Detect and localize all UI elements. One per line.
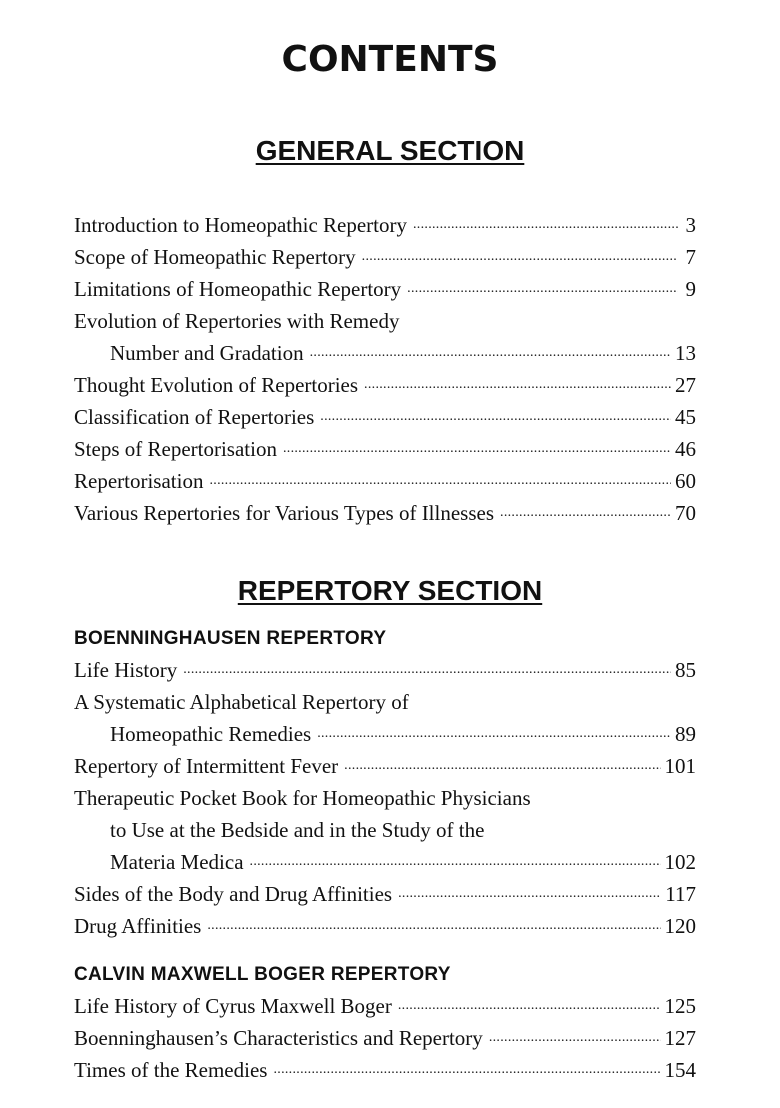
entry-title: Introduction to Homeopathic Repertory (74, 213, 407, 237)
dot-leader (283, 435, 671, 456)
entry-title-continued: to Use at the Bedside and in the Study of the (110, 818, 485, 842)
page-number: 46 (675, 437, 696, 461)
dot-leader (362, 243, 678, 264)
toc-entry[interactable] (74, 369, 696, 401)
entry-title: Boenninghausen’s Characteristics and Repertory (74, 1026, 483, 1050)
toc-entry[interactable] (74, 782, 696, 878)
toc-group-boenninghausen (74, 624, 696, 942)
page-title: CONTENTS (281, 39, 499, 80)
repertory-section-heading: REPERTORY SECTION (237, 575, 543, 606)
entry-title: Life History of Cyrus Maxwell Boger (74, 994, 392, 1018)
entry-title: Scope of Homeopathic Repertory (74, 245, 356, 269)
dot-leader (489, 1024, 661, 1045)
dot-leader (250, 848, 661, 869)
toc-entry[interactable] (74, 750, 696, 782)
dot-leader (413, 211, 678, 232)
toc-entry[interactable] (74, 1022, 696, 1054)
toc-entry[interactable] (74, 241, 696, 273)
page-number: 70 (675, 501, 696, 525)
entry-title: Steps of Repertorisation (74, 437, 277, 461)
entry-title: Repertorisation (74, 469, 204, 493)
dot-leader (183, 656, 671, 677)
page-number: 125 (664, 994, 696, 1018)
toc-entry[interactable] (74, 433, 696, 465)
dot-leader (317, 720, 671, 741)
group-heading: CALVIN MAXWELL BOGER REPERTORY (74, 964, 451, 985)
entry-title-continued: Materia Medica (110, 850, 244, 874)
toc-entry[interactable] (74, 654, 696, 686)
page-number: 127 (664, 1026, 696, 1050)
dot-leader (500, 499, 671, 520)
page-number: 120 (664, 914, 696, 938)
entry-title: Times of the Remedies (74, 1058, 268, 1082)
dot-leader (310, 339, 671, 360)
page-number: 27 (675, 373, 696, 397)
entry-title: Repertory of Intermittent Fever (74, 754, 339, 778)
entry-title: Sides of the Body and Drug Affinities (74, 882, 393, 906)
general-section-heading: GENERAL SECTION (255, 135, 525, 166)
repertory-section-toc (74, 624, 696, 1086)
toc-entry[interactable] (74, 1054, 696, 1086)
dot-leader (209, 467, 671, 488)
entry-title: A Systematic Alphabetical Repertory of (74, 690, 409, 714)
entry-title: Thought Evolution of Repertories (74, 373, 359, 397)
toc-group-boger (74, 960, 696, 1086)
page-number: 117 (665, 882, 696, 906)
entry-title-continued: Number and Gradation (110, 341, 304, 365)
page-number: 89 (675, 722, 696, 746)
dot-leader (273, 1056, 660, 1077)
page-number: 154 (664, 1058, 696, 1082)
group-heading: BOENNINGHAUSEN REPERTORY (74, 628, 387, 649)
dot-leader (398, 992, 661, 1013)
entry-title: Drug Affinities (74, 914, 202, 938)
toc-entry[interactable] (74, 401, 696, 433)
page-number: 7 (685, 245, 696, 269)
dot-leader (364, 371, 671, 392)
entry-title-continued: Homeopathic Remedies (110, 722, 312, 746)
page-number: 9 (685, 277, 696, 301)
page-number: 3 (685, 213, 696, 237)
dot-leader (407, 275, 678, 296)
entry-title: Therapeutic Pocket Book for Homeopathic Physicians (74, 786, 531, 810)
general-section-toc (74, 209, 696, 529)
page-number: 102 (664, 850, 696, 874)
toc-entry[interactable] (74, 686, 696, 750)
toc-entry[interactable] (74, 305, 696, 369)
toc-entry[interactable] (74, 497, 696, 529)
toc-entry[interactable] (74, 273, 696, 305)
entry-title: Various Repertories for Various Types of Illnesses (74, 501, 495, 525)
page-number: 60 (675, 469, 696, 493)
dot-leader (344, 752, 660, 773)
entry-title: Evolution of Repertories with Remedy (74, 309, 400, 333)
entry-title: Life History (74, 658, 178, 682)
entry-title: Classification of Repertories (74, 405, 315, 429)
toc-entry[interactable] (74, 910, 696, 942)
toc-entry[interactable] (74, 465, 696, 497)
toc-entry[interactable] (74, 878, 696, 910)
entry-title: Limitations of Homeopathic Repertory (74, 277, 402, 301)
dot-leader (320, 403, 671, 424)
page-number: 85 (675, 658, 696, 682)
toc-entry[interactable] (74, 209, 696, 241)
page-number: 13 (675, 341, 696, 365)
dot-leader (398, 880, 661, 901)
page-number: 45 (675, 405, 696, 429)
dot-leader (207, 912, 660, 933)
toc-entry[interactable] (74, 990, 696, 1022)
page-number: 101 (664, 754, 696, 778)
